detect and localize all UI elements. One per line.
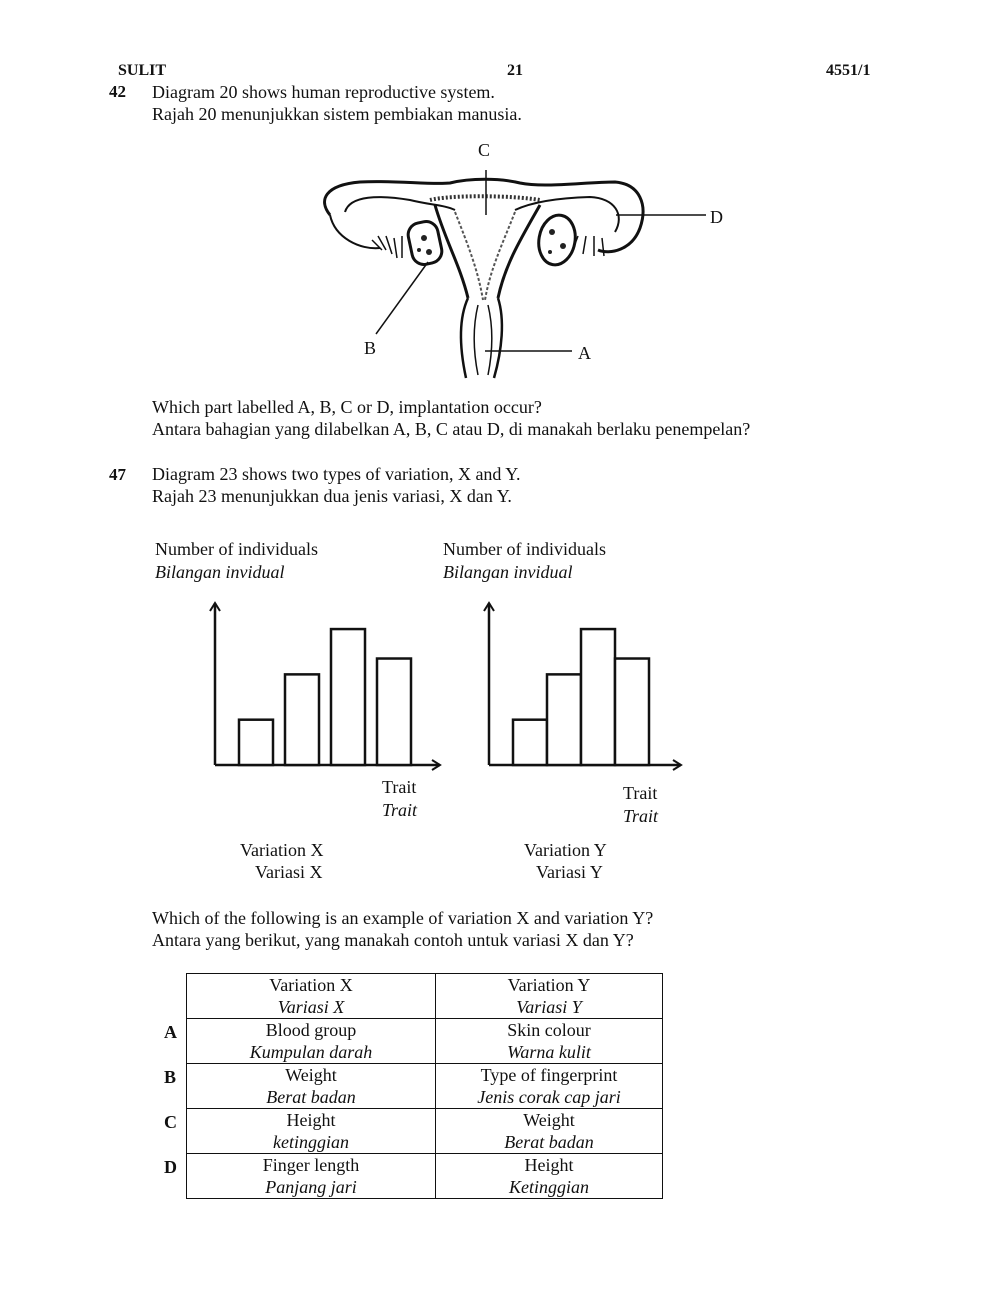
chart-x-title: Variation X — [240, 840, 324, 860]
chart-x-title-ms: Variasi X — [255, 862, 323, 882]
label-d: D — [710, 207, 723, 227]
option-row-d[interactable] — [186, 1154, 663, 1199]
option-d-y-en: Height — [524, 1155, 574, 1175]
chart-y-ylabel: Number of individuals — [443, 539, 606, 559]
label-a: A — [578, 343, 591, 363]
header-left: SULIT — [118, 62, 167, 79]
chart-y-xlabel-ms: Trait — [623, 806, 659, 826]
chart-x-xlabel: Trait — [382, 777, 417, 797]
header-y-ms: Variasi Y — [516, 997, 582, 1017]
question-42-number: 42 — [109, 82, 126, 101]
option-c-x-en: Height — [286, 1110, 336, 1130]
option-c-x-ms: ketinggian — [273, 1132, 349, 1152]
question-42-intro-ms: Rajah 20 menunjukkan sistem pembiakan manusia. — [152, 104, 522, 124]
bar-4 — [615, 659, 649, 765]
option-c-y-en: Weight — [523, 1110, 575, 1130]
bar-1 — [513, 720, 547, 765]
question-47-number: 47 — [109, 465, 126, 484]
header-y-en: Variation Y — [507, 975, 591, 995]
header-right: 4551/1 — [826, 62, 871, 79]
page-number: 21 — [507, 62, 523, 79]
option-letter-b[interactable]: B — [164, 1066, 177, 1087]
option-letter-a[interactable]: A — [164, 1021, 177, 1042]
question-42-intro-en: Diagram 20 shows human reproductive system. — [152, 82, 495, 102]
chart-y-ylabel-ms: Bilangan invidual — [443, 562, 573, 582]
options-header-row — [186, 974, 663, 1019]
option-a-y-ms: Warna kulit — [507, 1042, 591, 1062]
question-47-intro-ms: Rajah 23 menunjukkan dua jenis variasi, X dan Y. — [152, 486, 512, 506]
option-a-x-en: Blood group — [265, 1020, 357, 1040]
option-row-c[interactable] — [186, 1109, 663, 1154]
option-b-x-en: Weight — [285, 1065, 337, 1085]
option-b-x-ms: Berat badan — [266, 1087, 356, 1107]
bar-3 — [581, 629, 615, 765]
chart-x-ylabel: Number of individuals — [155, 539, 318, 559]
question-47-text-ms: Antara yang berikut, yang manakah contoh untuk variasi X dan Y? — [152, 930, 634, 950]
option-a-x-ms: Kumpulan darah — [249, 1042, 373, 1062]
option-letter-d[interactable]: D — [164, 1156, 177, 1177]
question-42-text-ms: Antara bahagian yang dilabelkan A, B, C atau D, di manakah berlaku penempelan? — [152, 419, 751, 439]
chart-y-title-ms: Variasi Y — [536, 862, 603, 882]
chart-y-xlabel: Trait — [623, 783, 658, 803]
chart-x-xlabel-ms: Trait — [382, 800, 418, 820]
option-a-y-en: Skin colour — [507, 1020, 591, 1040]
option-row-b[interactable] — [186, 1064, 663, 1109]
chart-y-title: Variation Y — [524, 840, 607, 860]
option-c-y-ms: Berat badan — [504, 1132, 594, 1152]
option-d-y-ms: Ketinggian — [509, 1177, 589, 1197]
option-letter-c[interactable]: C — [164, 1111, 177, 1132]
header-variation-y — [436, 974, 663, 1019]
label-c: C — [478, 140, 491, 160]
header-x-en: Variation X — [269, 975, 353, 995]
chart-x-ylabel-ms: Bilangan invidual — [155, 562, 285, 582]
header-variation-x — [187, 974, 436, 1019]
question-47-intro-en: Diagram 23 shows two types of variation, X and Y. — [152, 464, 521, 484]
label-b: B — [364, 338, 377, 358]
option-b-y-ms: Jenis corak cap jari — [477, 1087, 621, 1107]
options-table — [164, 973, 663, 1199]
header-x-ms: Variasi X — [277, 997, 345, 1017]
option-b-y-en: Type of fingerprint — [480, 1065, 618, 1085]
option-row-a[interactable] — [186, 1019, 663, 1064]
bar-2 — [547, 674, 581, 765]
option-d-x-ms: Panjang jari — [265, 1177, 357, 1197]
question-42-text-en: Which part labelled A, B, C or D, implantation occur? — [152, 397, 542, 417]
option-d-x-en: Finger length — [262, 1155, 360, 1175]
question-47-text-en: Which of the following is an example of variation X and variation Y? — [152, 908, 654, 928]
